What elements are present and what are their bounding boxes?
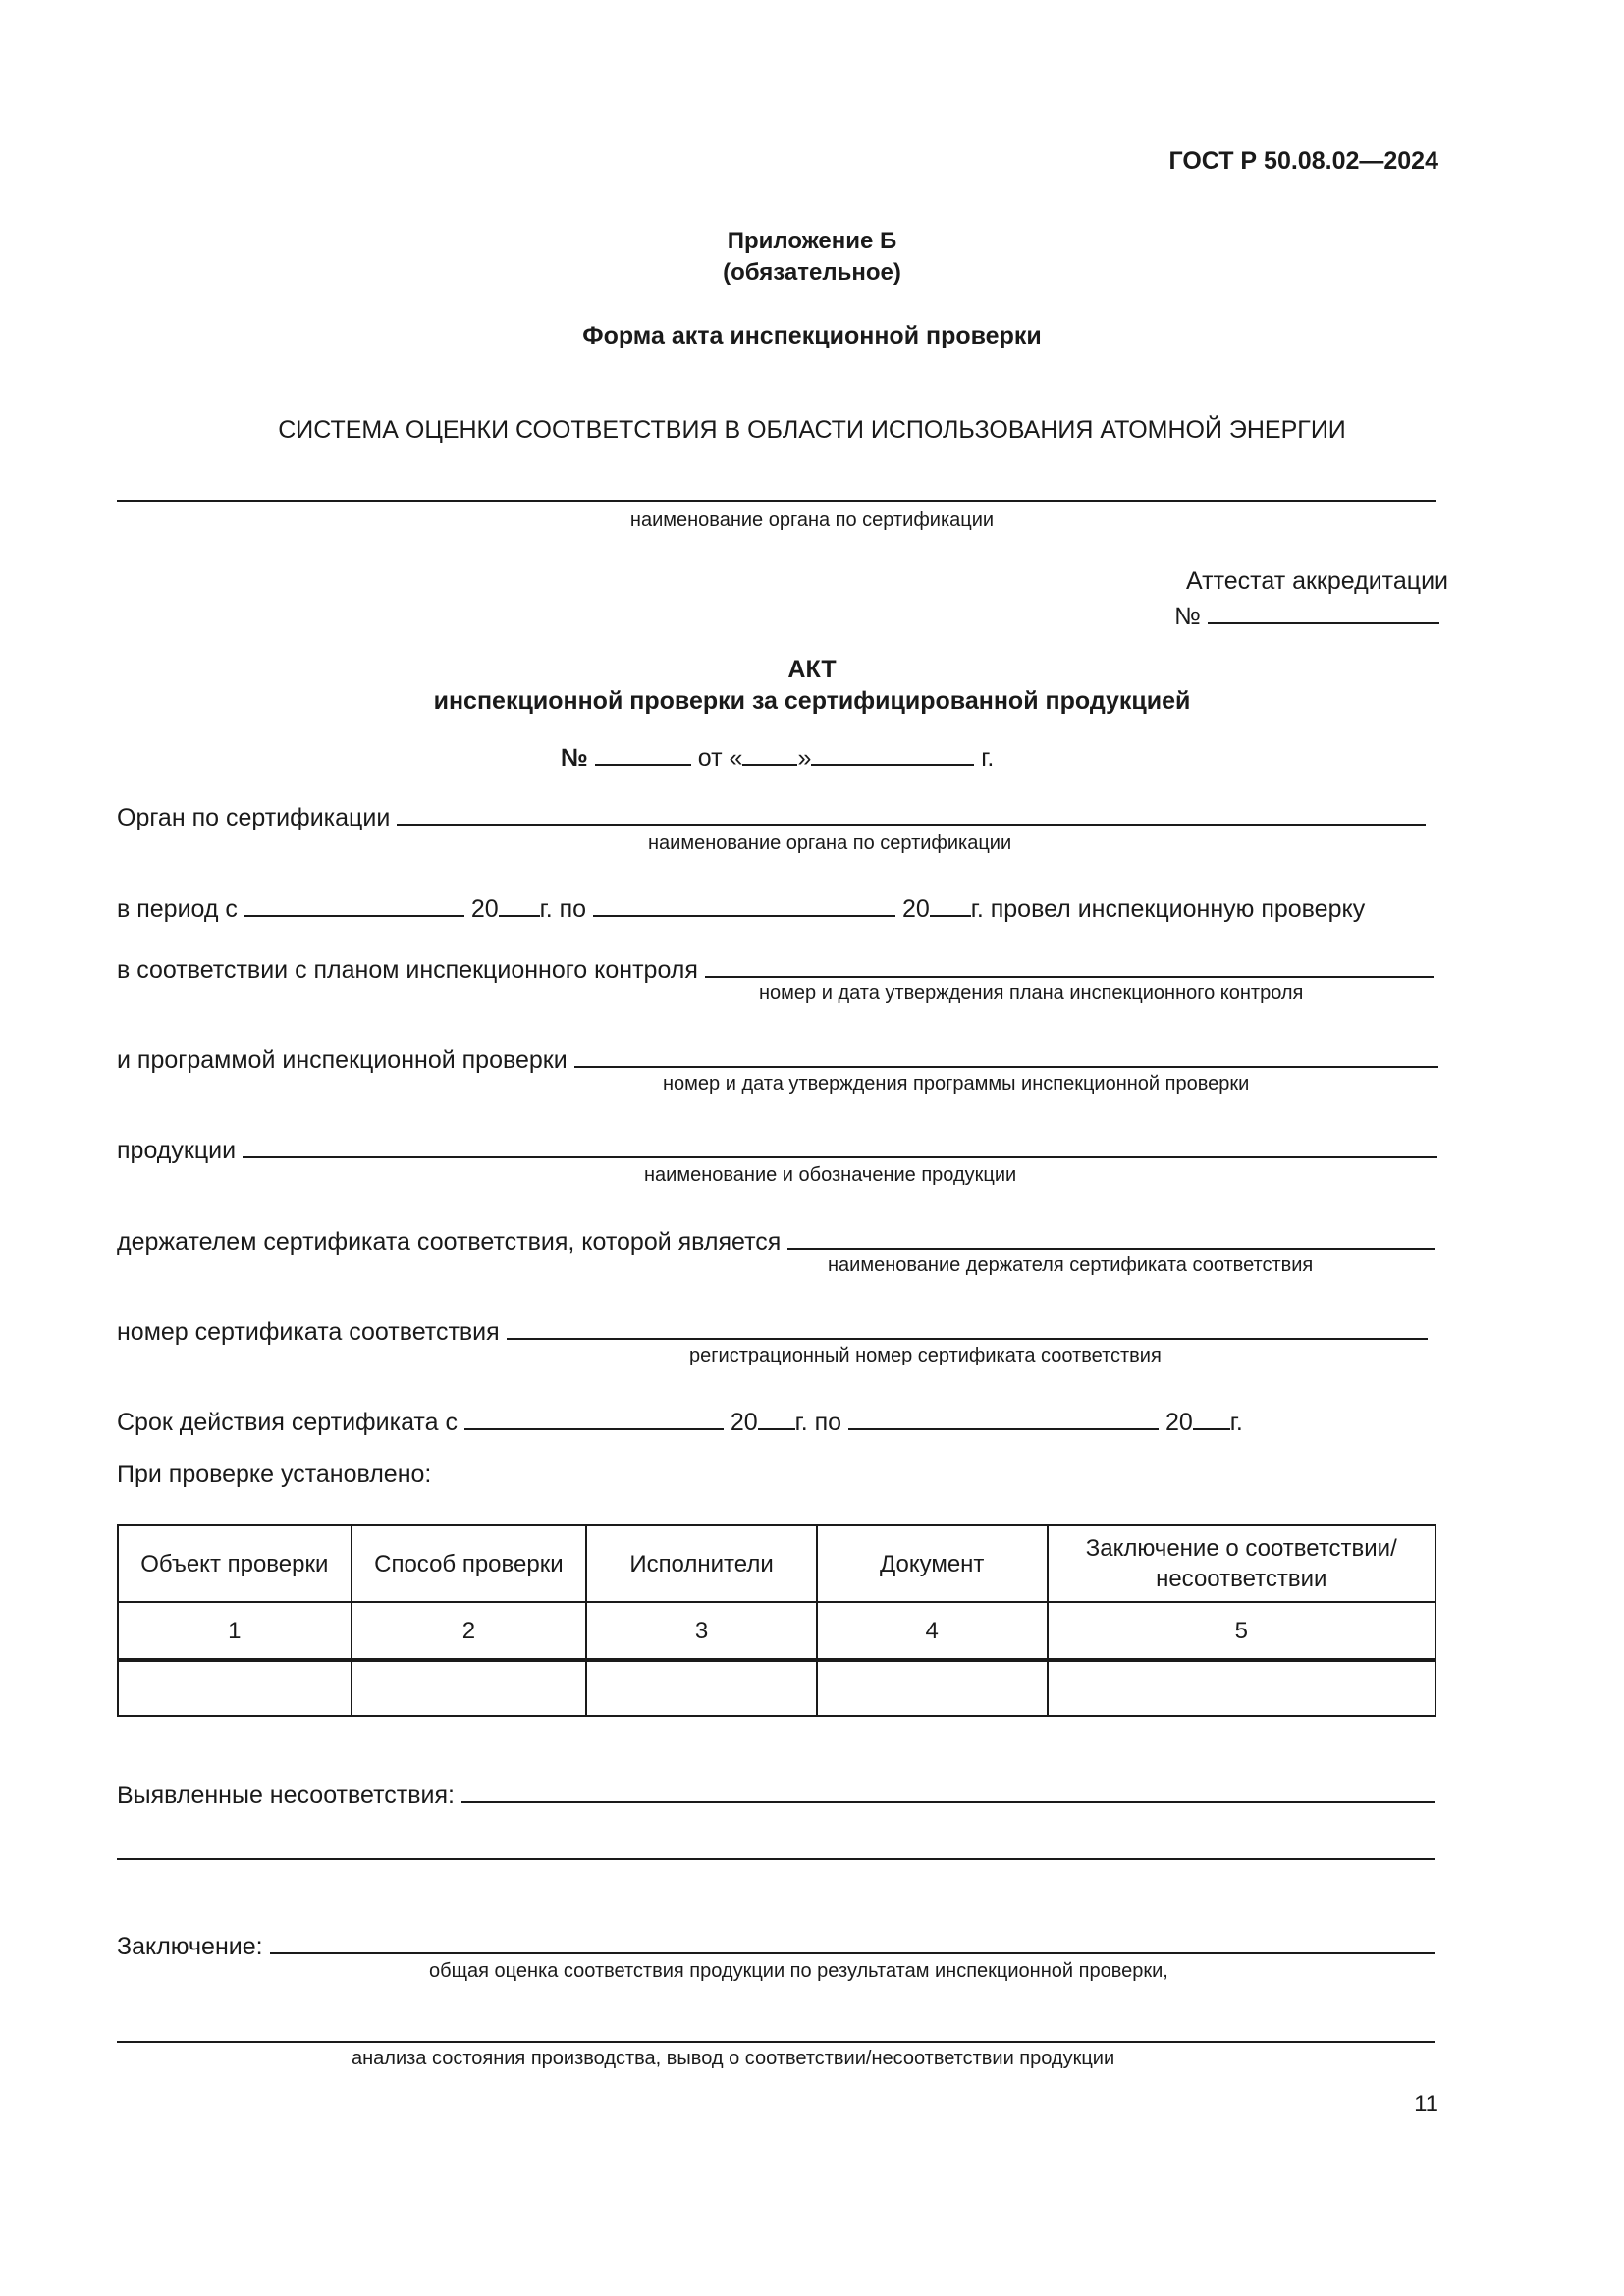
accreditation-number-label: № — [1174, 603, 1201, 630]
act-number-field[interactable] — [595, 737, 691, 766]
period-year2: 20 — [901, 895, 930, 923]
validity-row — [117, 1402, 1243, 1437]
validity-year1-field[interactable] — [758, 1402, 795, 1430]
page-number: 11 — [1414, 2091, 1438, 2117]
organ-row — [117, 797, 1426, 832]
validity-year2: 20 — [1164, 1409, 1193, 1436]
plan-caption: номер и дата утверждения плана инспекционного контроля — [759, 983, 1304, 1004]
period-year1-field[interactable] — [499, 888, 540, 917]
cert-body-line[interactable] — [117, 500, 1436, 502]
act-number-label: № — [561, 744, 588, 772]
product-caption: наименование и обозначение продукции — [644, 1164, 1017, 1186]
table-header-cell: Способ проверки — [352, 1525, 587, 1602]
table-cell[interactable] — [1048, 1660, 1436, 1716]
conclusion-caption-2: анализа состояния производства, вывод о соответствии/несоответствии продукции — [352, 2048, 1115, 2069]
holder-field[interactable] — [787, 1221, 1435, 1250]
cert-number-field[interactable] — [507, 1311, 1428, 1340]
table-cell[interactable] — [817, 1660, 1048, 1716]
period-prefix: в период с — [117, 895, 238, 923]
organ-caption: наименование органа по сертификации — [648, 832, 1012, 854]
period-year1: 20 — [470, 895, 499, 923]
program-caption: номер и дата утверждения программы инспекционной проверки — [663, 1073, 1250, 1095]
program-row — [117, 1040, 1438, 1075]
appendix-status: (обязательное) — [723, 259, 901, 286]
validity-suffix: г. — [1229, 1409, 1243, 1436]
table-header-cell: Объект проверки — [118, 1525, 352, 1602]
program-label: и программой инспекционной проверки — [117, 1046, 568, 1074]
table-number-cell: 5 — [1048, 1602, 1436, 1660]
conclusion-label: Заключение: — [117, 1933, 263, 1960]
conclusion-line-2[interactable] — [117, 2041, 1435, 2043]
nonconformities-label: Выявленные несоответствия: — [117, 1782, 455, 1809]
validity-start-field[interactable] — [464, 1402, 724, 1430]
conclusion-row — [117, 1926, 1435, 1961]
period-mid: г. по — [539, 895, 587, 923]
product-row — [117, 1130, 1437, 1165]
system-title: СИСТЕМА ОЦЕНКИ СООТВЕТСТВИЯ В ОБЛАСТИ ИСПОЛЬЗОВАНИЯ АТОМНОЙ ЭНЕРГИИ — [278, 416, 1346, 444]
table-number-cell: 2 — [352, 1602, 587, 1660]
act-month-year-field[interactable] — [811, 737, 974, 766]
period-year2-field[interactable] — [930, 888, 971, 917]
conclusion-caption-1: общая оценка соответствия продукции по результатам инспекционной проверки, — [429, 1960, 1168, 1982]
act-day-field[interactable] — [742, 737, 797, 766]
act-subtitle: инспекционной проверки за сертифицированной продукцией — [433, 687, 1191, 715]
period-start-field[interactable] — [244, 888, 464, 917]
cert-body-caption: наименование органа по сертификации — [629, 509, 995, 531]
organ-field[interactable] — [397, 797, 1426, 826]
plan-label: в соответствии с планом инспекционного контроля — [117, 956, 698, 984]
accreditation-number-field[interactable] — [1208, 596, 1439, 624]
validity-prefix: Срок действия сертификата с — [117, 1409, 458, 1436]
plan-row — [117, 949, 1434, 985]
validity-year1: 20 — [730, 1409, 758, 1436]
accreditation-label: Аттестат аккредитации — [1186, 567, 1448, 595]
table-cell[interactable] — [118, 1660, 352, 1716]
table-number-cell: 4 — [817, 1602, 1048, 1660]
act-title: АКТ — [787, 656, 837, 683]
period-suffix: г. провел инспекционную проверку — [970, 895, 1366, 923]
act-year-suffix: г. — [981, 744, 995, 772]
holder-label: держателем сертификата соответствия, которой является — [117, 1228, 782, 1255]
period-row — [117, 888, 1365, 924]
form-title: Форма акта инспекционной проверки — [582, 322, 1042, 349]
appendix-title: Приложение Б — [727, 228, 897, 254]
table-header-row — [118, 1525, 1435, 1602]
table-cell[interactable] — [586, 1660, 817, 1716]
organ-label: Орган по сертификации — [117, 804, 391, 831]
act-quote-close: » — [797, 744, 812, 772]
standard-designation: ГОСТ Р 50.08.02—2024 — [1168, 147, 1438, 175]
cert-number-label: номер сертификата соответствия — [117, 1318, 500, 1346]
period-end-field[interactable] — [593, 888, 895, 917]
cert-number-caption: регистрационный номер сертификата соответствия — [689, 1345, 1162, 1366]
accreditation-number — [1174, 596, 1439, 631]
table-header-cell: Заключение о соответствии/ несоответствии — [1048, 1525, 1436, 1602]
table-row — [118, 1660, 1435, 1716]
table-header-cell: Исполнители — [586, 1525, 817, 1602]
program-field[interactable] — [574, 1040, 1438, 1068]
nonconformities-row — [117, 1775, 1435, 1810]
conclusion-field[interactable] — [270, 1926, 1435, 1954]
validity-year2-field[interactable] — [1193, 1402, 1230, 1430]
product-field[interactable] — [243, 1130, 1437, 1158]
inspection-table — [117, 1524, 1436, 1717]
table-number-cell: 1 — [118, 1602, 352, 1660]
established-label: При проверке установлено: — [117, 1461, 432, 1488]
table-header-cell: Документ — [817, 1525, 1048, 1602]
table-number-cell: 3 — [586, 1602, 817, 1660]
nonconformities-field[interactable] — [461, 1775, 1435, 1803]
product-label: продукции — [117, 1137, 237, 1164]
nonconformities-line-2[interactable] — [117, 1858, 1435, 1860]
validity-mid: г. по — [794, 1409, 842, 1436]
holder-row — [117, 1221, 1435, 1256]
validity-end-field[interactable] — [848, 1402, 1159, 1430]
cert-number-row — [117, 1311, 1428, 1347]
act-number-line — [561, 737, 994, 773]
table-cell[interactable] — [352, 1660, 587, 1716]
act-from-label: от « — [697, 744, 743, 772]
table-number-row — [118, 1602, 1435, 1660]
holder-caption: наименование держателя сертификата соответствия — [828, 1255, 1314, 1276]
plan-field[interactable] — [705, 949, 1434, 978]
